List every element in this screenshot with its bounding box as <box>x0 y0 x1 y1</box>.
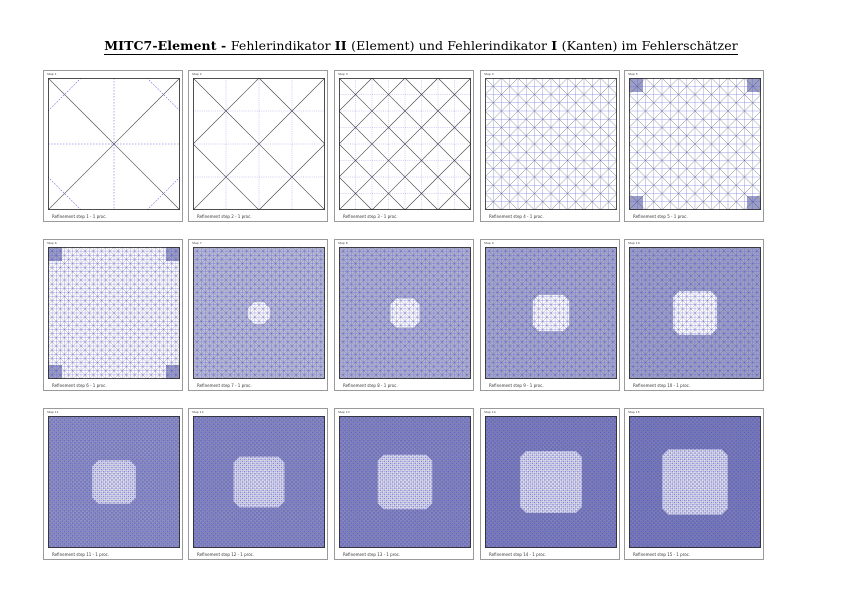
mesh-panel-12 <box>188 408 328 560</box>
mesh-plot <box>193 78 325 210</box>
mesh-plot <box>339 247 471 379</box>
panel-header: Step 7 <box>192 241 202 245</box>
mesh-panel-10 <box>624 239 764 391</box>
mesh-plot <box>339 416 471 548</box>
panel-caption: Refinement step 2 - 1 proc. <box>197 214 252 219</box>
mesh-panel-15 <box>624 408 764 560</box>
panel-header: Step 8 <box>338 241 348 245</box>
panel-header: Step 15 <box>628 410 640 414</box>
panel-caption: Refinement step 11 - 1 proc. <box>52 552 110 557</box>
mesh-panel-6 <box>43 239 183 391</box>
panel-caption: Refinement step 7 - 1 proc. <box>197 383 252 388</box>
title-part-1: Fehlerindikator <box>230 38 335 53</box>
panel-caption: Refinement step 9 - 1 proc. <box>489 383 544 388</box>
panel-caption: Refinement step 13 - 1 proc. <box>343 552 401 557</box>
title-part-3: (Element) und <box>351 38 448 53</box>
mesh-plot <box>193 247 325 379</box>
mesh-panel-3 <box>334 70 474 222</box>
mesh-plot <box>485 416 617 548</box>
mesh-panel-8 <box>334 239 474 391</box>
panel-header: Step 3 <box>338 72 348 76</box>
mesh-panel-9 <box>480 239 620 391</box>
panel-caption: Refinement step 3 - 1 proc. <box>343 214 398 219</box>
panel-caption: Refinement step 12 - 1 proc. <box>197 552 255 557</box>
mesh-plot <box>629 416 761 548</box>
title-part-4: Fehlerindikator <box>447 38 552 53</box>
panel-caption: Refinement step 5 - 1 proc. <box>633 214 688 219</box>
title-part-2: II <box>334 38 352 53</box>
panel-caption: Refinement step 14 - 1 proc. <box>489 552 547 557</box>
panel-caption: Refinement step 15 - 1 proc. <box>633 552 691 557</box>
mesh-plot <box>48 247 180 379</box>
panel-caption: Refinement step 10 - 1 proc. <box>633 383 691 388</box>
panel-header: Step 2 <box>192 72 202 76</box>
panel-header: Step 11 <box>47 410 59 414</box>
mesh-panel-5 <box>624 70 764 222</box>
title-part-5: I <box>551 38 562 53</box>
mesh-panel-1 <box>43 70 183 222</box>
panel-caption: Refinement step 8 - 1 proc. <box>343 383 398 388</box>
panel-header: Step 10 <box>628 241 640 245</box>
panel-caption: Refinement step 1 - 1 proc. <box>52 214 107 219</box>
mesh-plot <box>485 247 617 379</box>
mesh-panel-4 <box>480 70 620 222</box>
panel-header: Step 6 <box>47 241 57 245</box>
title-part-6: (Kanten) im Fehlerschätzer <box>561 38 738 53</box>
panel-header: Step 9 <box>484 241 494 245</box>
mesh-plot <box>339 78 471 210</box>
mesh-plot <box>48 416 180 548</box>
mesh-panel-11 <box>43 408 183 560</box>
panel-header: Step 12 <box>192 410 204 414</box>
mesh-plot <box>629 78 761 210</box>
panel-caption: Refinement step 4 - 1 proc. <box>489 214 544 219</box>
panel-header: Step 1 <box>47 72 57 76</box>
title-part-0: MITC7-Element - <box>104 38 231 53</box>
mesh-plot <box>193 416 325 548</box>
mesh-panel-7 <box>188 239 328 391</box>
panel-header: Step 4 <box>484 72 494 76</box>
mesh-panel-2 <box>188 70 328 222</box>
mesh-plot <box>485 78 617 210</box>
panel-caption: Refinement step 6 - 1 proc. <box>52 383 107 388</box>
panel-header: Step 13 <box>338 410 350 414</box>
mesh-panel-14 <box>480 408 620 560</box>
mesh-plot <box>48 78 180 210</box>
mesh-plot <box>629 247 761 379</box>
panel-header: Step 5 <box>628 72 638 76</box>
panel-header: Step 14 <box>484 410 496 414</box>
mesh-panel-13 <box>334 408 474 560</box>
